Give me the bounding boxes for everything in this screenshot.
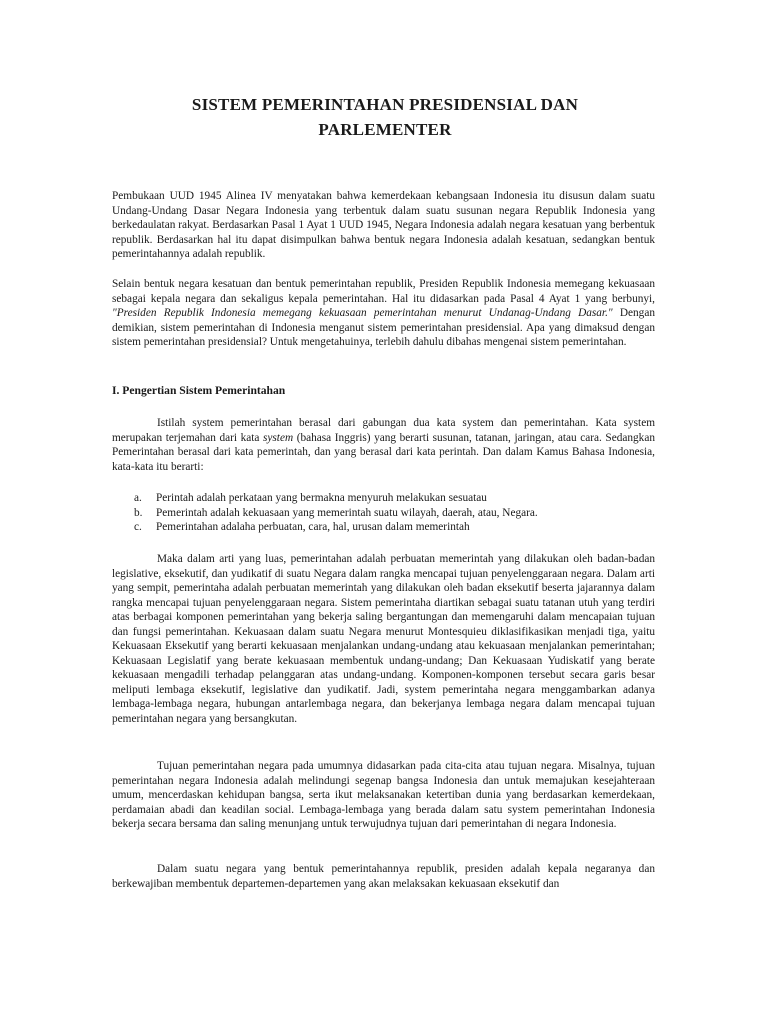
list-item bbox=[112, 491, 655, 506]
list-marker: c. bbox=[134, 521, 142, 533]
list-item bbox=[112, 506, 655, 521]
paragraph-5: Tujuan pemerintahan negara pada umumnya didasarkan pada cita-cita atau tujuan negara. Misalnya, tujuan pemerintahan negara Indonesia adalah melindungi segenap bangsa Indonesia dan untuk memajukan kesejahteraan umum, mencerdaskan kehidupan bangsa, serta ikut melaksanakan ketertiban dunia yang berdasarkan kemerdekaan, perdamaian abadi dan keadilan social. Lembaga-lembaga yang berada dalam satu system pemerintahan Indonesia bekerja secara bersama dan saling menunjang untuk terwujudnya tujuan dari pemerintahan di negara Indonesia. bbox=[112, 760, 655, 830]
list-item-text: Pemerintahan adalaha perbuatan, cara, hal, urusan dalam memerintah bbox=[156, 521, 470, 533]
paragraph-2-text-a: Selain bentuk negara kesatuan dan bentuk pemerintahan republik, Presiden Republik Indonesia memegang kekuasaan sebagai kepala negara dan sekaligus kepala pemerintahan. Hal itu didasarkan pada Pasal 4 Ayat 1 yang berbunyi, bbox=[112, 278, 655, 305]
section-heading-1: I. Pengertian Sistem Pemerintahan bbox=[112, 384, 286, 397]
paragraph-2 bbox=[112, 277, 655, 350]
title-line-2: PARLEMENTER bbox=[318, 120, 452, 139]
list-item bbox=[112, 520, 655, 535]
paragraph-6: Dalam suatu negara yang bentuk pemerintahannya republik, presiden adalah kepala negaranya dan berkewajiban membentuk departemen-departemen yang akan melaksakan kekuasaan eksekutif dan bbox=[112, 863, 655, 890]
paragraph-3-text-b: (bahasa Inggris) yang berarti susunan, tatanan, jaringan, atau cara. Sedangkan Pemerintahan berasal dari kata pemerintah, dan yang berasal dari kata perintah. Dan dalam Kamus Bahasa Indonesia, kata-kata itu berarti: bbox=[112, 431, 655, 473]
list-marker: b. bbox=[134, 506, 143, 519]
paragraph-2-text-b: Dengan demikian, sistem pemerintahan di Indonesia menganut sistem pemerintahan presidensial. Apa yang dimaksud dengan sistem pemerintahan presidensial? Untuk mengetahuinya, terlebih dahulu dibahas mengenai sistem pemerintahan. bbox=[112, 307, 655, 348]
paragraph-3-italic: system bbox=[263, 431, 294, 444]
list-item-text: Pemerintah adalah kekuasaan yang memerintah suatu wilayah, daerah, atau, Negara. bbox=[156, 506, 538, 519]
list-item-text: Perintah adalah perkataan yang bermakna menyuruh melakukan sesuatau bbox=[156, 492, 487, 504]
paragraph-3-text-a: Istilah system pemerintahan berasal dari gabungan dua kata system dan pemerintahan. Kata system merupakan terjemahan dari kata bbox=[112, 417, 655, 444]
list-marker: a. bbox=[134, 492, 142, 504]
paragraph-3 bbox=[112, 416, 655, 474]
definition-list bbox=[112, 491, 655, 535]
paragraph-1: Pembukaan UUD 1945 Alinea IV menyatakan bahwa kemerdekaan kebangsaan Indonesia itu disusun dalam suatu Undang-Undang Dasar Negara Indonesia yang terbentuk dalam suatu susunan negara Republik Indonesia yang berkedaulatan rakyat. Berdasarkan Pasal 1 Ayat 1 UUD 1945, Negara Indonesia adalah negara kesatuan yang berbentuk republik. Berdasarkan hal itu dapat disimpulkan bahwa bentuk negara Indonesia adalah kesatuan, sedangkan bentuk pemerintahannya adalah republik. bbox=[112, 190, 655, 260]
title-line-1: SISTEM PEMERINTAHAN PRESIDENSIAL DAN bbox=[191, 95, 579, 114]
document-title bbox=[110, 92, 660, 142]
paragraph-2-quote: "Presiden Republik Indonesia memegang kekuasaan pemerintahan menurut Undanag-Undang Dasar." bbox=[112, 307, 613, 319]
paragraph-4: Maka dalam arti yang luas, pemerintahan adalah perbuatan memerintah yang dilakukan oleh badan-badan legislative, eksekutif, dan yudikatif di suatu Negara dalam rangka mencapai tujuan penyelenggaraan negara. Dalam arti yang sempit, pemerintaha adalah perbuatan memerintah yang dilakukan oleh badan eksekutif beserta jajarannya dalam rangka mencapai tujuan penyelenggaraan negara. Sistem pemerintaha diartikan sebagai suatu tatanan utuh yang terdiri atas berbagai komponen pemerintahan yang bekerja saling bergantungan dan memengaruhi dalam mencapaian tujuan dan fungsi pemerintahan. Kekuasaan dalam suatu Negara menurut Montesquieu diklasifikasikan menjadi tiga, yaitu Kekuasaan Eksekutif yang berarti kekuasaan menjalankan undang-undang atau kekuasaan menjalankan pemerintahan; Kekuasaan Legislatif yang berate kekuasaan membentuk undang-undang; Dan Kekuasaan Yudiskatif yang berate kekuasaan mengadili terhadap pelanggaran atas undang-undang. Komponen-komponen tersebut secara garis besar meliputi lembaga eksekutif, legislative dan yudikatif. Jadi, system pemerintaha negara menggambarkan adanya lembaga-lembaga negara, hubungan antarlembaga negara, dan bekerjanya lembaga negara dalam mencapai tujuan pemerintahan negara yang bersangkutan. bbox=[112, 553, 655, 725]
